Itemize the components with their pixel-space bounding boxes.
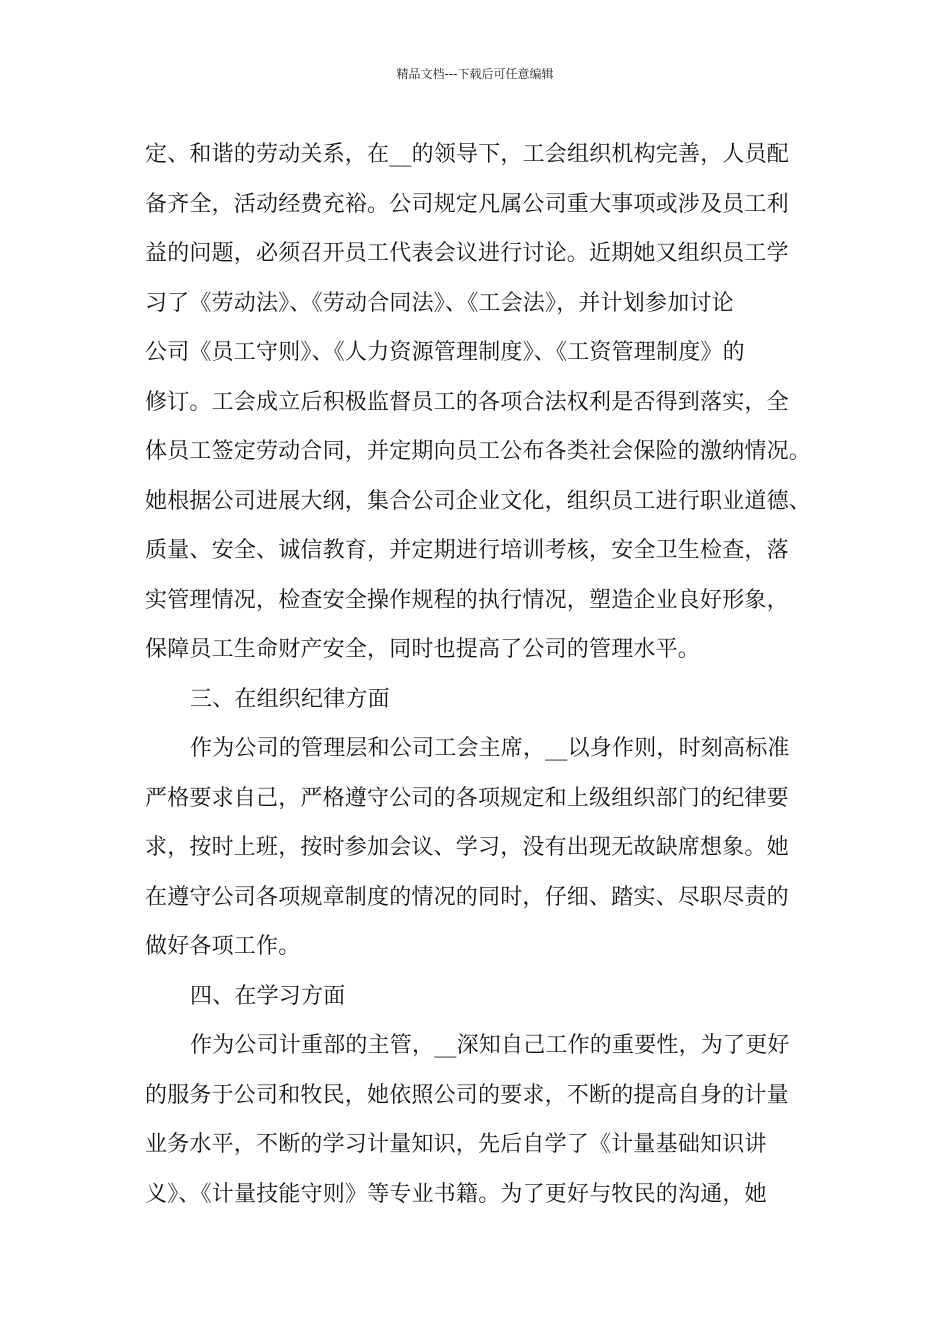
text-line: 业务水平，不断的学习计量知识，先后自学了《计量基础知识讲 [145,1132,767,1157]
text-line: 体员工签定劳动合同，并定期向员工公布各类社会保险的激纳情况。 [145,439,812,464]
text-line: 在遵守公司各项规章制度的情况的同时，仔细、踏实、尽职尽责的 [145,884,789,910]
text-line: 严格要求自己，严格遵守公司的各项规定和上级组织部门的纪律要 [145,785,789,811]
text-line: 义》、《计量技能守则》等专业书籍。为了更好与牧民的沟通，她 [145,1181,767,1207]
section-heading: 四、在学习方面 [190,983,346,1009]
text-line: 备齐全，活动经费充裕。公司规定凡属公司重大事项或涉及员工利 [145,191,789,217]
page-header: 精品文档---下载后可任意编辑 [396,67,554,81]
text-line: 作为公司的管理层和公司工会主席，__以身作则，时刻高标准 [190,736,790,761]
text-line: 做好各项工作。 [145,934,301,959]
text-line: 定、和谐的劳动关系，在__的领导下，工会组织机构完善，人员配 [145,142,790,167]
text-line: 她根据公司进展大纲，集合公司企业文化，组织员工进行职业道德、 [145,488,812,514]
text-line: 实管理情况，检查安全操作规程的执行情况，塑造企业良好形象， [145,587,789,613]
text-line: 质量、安全、诚信教育，并定期进行培训考核，安全卫生检查，落 [145,538,789,563]
text-line: 公司《员工守则》、《人力资源管理制度》、《工资管理制度》的 [145,340,745,365]
section-heading: 三、在组织纪律方面 [190,686,390,712]
text-line: 修订。工会成立后积极监督员工的各项合法权利是否得到落实，全 [145,389,789,415]
text-line: 求，按时上班，按时参加会议、学习，没有出现无故缺席想象。她 [145,835,789,860]
text-line: 的服务于公司和牧民，她依照公司的要求，不断的提高自身的计量 [145,1082,789,1108]
text-line: 作为公司计重部的主管，__深知自己工作的重要性，为了更好 [190,1033,790,1058]
text-line: 益的问题，必须召开员工代表会议进行讨论。近期她又组织员工学 [145,241,789,266]
text-line: 习了《劳动法》、《劳动合同法》、《工会法》，并计划参加讨论 [145,290,734,316]
document-body [145,130,825,1219]
text-line: 保障员工生命财产安全，同时也提高了公司的管理水平。 [145,637,701,662]
